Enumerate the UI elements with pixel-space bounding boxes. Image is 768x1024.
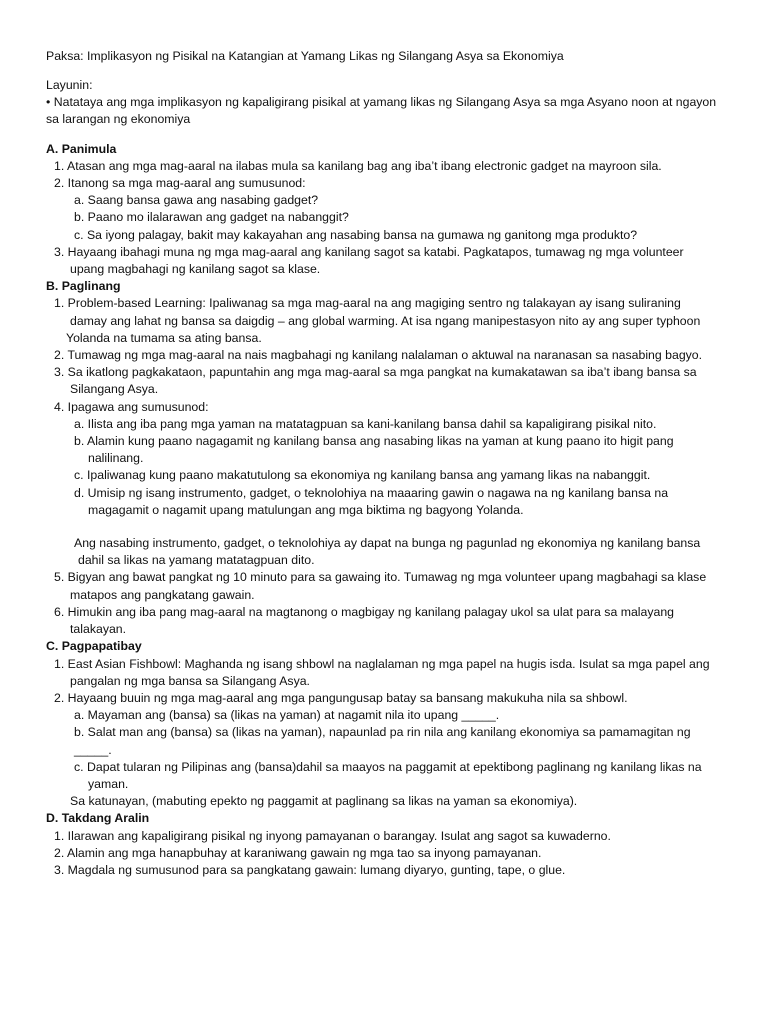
section-c-item-2: 2. Hayaang buuin ng mga mag-aaral ang mga pangungusap batay sa bansang makukuha nila sa shbowl. <box>54 690 628 705</box>
section-c-item-2c: c. Dapat tularan ng Pilipinas ang (bansa)dahil sa maayos na paggamit at epektibong paglinang ng kanilang likas na <box>74 759 702 774</box>
section-b-item-6: 6. Himukin ang iba pang mag-aaral na magtanong o magbigay ng kanilang palagay ukol sa ulat para sa malayang <box>54 604 675 619</box>
section-d-item-2: 2. Alamin ang mga hanapbuhay at karaniwang gawain ng mga tao sa inyong pamayanan. <box>54 845 542 860</box>
section-b-note-cont: dahil sa likas na yamang matatagpuan dito. <box>78 553 315 568</box>
section-b-item-4: 4. Ipagawa ang sumusunod: <box>54 399 209 414</box>
section-c-item-1-cont: pangalan ng mga bansa sa Silangang Asya. <box>70 673 310 688</box>
section-c-item-2c-cont: yaman. <box>88 776 129 791</box>
section-b-item-4d: d. Umisip ng isang instrumento, gadget, o teknolohiya na maaaring gawin o nagawa na ng kanilang bansa na <box>74 485 669 500</box>
objective-bullet-cont: sa larangan ng ekonomiya <box>46 112 191 127</box>
objective-label: Layunin: <box>46 78 93 92</box>
section-b-item-6-cont: talakayan. <box>70 622 127 637</box>
section-b-item-4d-cont: magagamit o nagamit upang matulungan ang mga biktima ng bagyong Yolanda. <box>88 502 524 517</box>
section-c-heading: C. Pagpapatibay <box>46 639 142 654</box>
objective-bullet: • Natataya ang mga implikasyon ng kapaligirang pisikal at yamang likas ng Silangang Asya sa mga Asyano noon at ngayon <box>46 95 717 110</box>
section-b-item-4c: c. Ipaliwanag kung paano makatutulong sa ekonomiya ng kanilang bansa ang yamang likas na nabanggit. <box>74 468 651 483</box>
section-b-item-4a: a. Ilista ang iba pang mga yaman na matatagpuan sa kani-kanilang bansa dahil sa kapaligirang pisikal nito. <box>74 416 657 431</box>
section-a-item-2c: c. Sa iyong palagay, bakit may kakayahan ang nasabing bansa na gumawa ng ganitong mga produkto? <box>74 227 638 242</box>
section-a-item-3: 3. Hayaang ibahagi muna ng mga mag-aaral ang kanilang sagot sa katabi. Pagkatapos, tumawag ng mga volunteer <box>54 244 684 259</box>
section-c-item-1: 1. East Asian Fishbowl: Maghanda ng isang shbowl na naglalaman ng mga papel na hugis isda. Isulat sa mga papel ang <box>54 656 710 671</box>
section-b-item-4b: b. Alamin kung paano nagagamit ng kanilang bansa ang nasabing likas na yaman at kung paano ito higit pang <box>74 434 674 449</box>
section-b-item-4b-cont: nalilinang. <box>88 451 144 466</box>
section-a-item-3-cont: upang magbahagi ng kanilang sagot sa klase. <box>70 262 321 277</box>
section-c-item-2a: a. Mayaman ang (bansa) sa (likas na yaman) at nagamit nila ito upang _____. <box>74 708 500 723</box>
section-b-item-5-cont: matapos ang pangkatang gawain. <box>70 587 255 602</box>
section-b-item-1-cont: damay ang lahat ng bansa sa daigdig – ang global warming. At isa ngang manipestasyon nito ay ang super typhoon <box>70 313 701 328</box>
section-b-item-2: 2. Tumawag ng mga mag-aaral na nais magbahagi ng kanilang nalalaman o aktuwal na naranasan sa nasabing bagyo. <box>54 348 703 363</box>
section-b-item-3: 3. Sa ikatlong pagkakataon, papuntahin ang mga mag-aaral sa mga pangkat na kumakatawan sa iba’t ibang bansa sa <box>54 365 697 380</box>
section-b-item-5: 5. Bigyan ang bawat pangkat ng 10 minuto para sa gawaing ito. Tumawag ng mga volunteer upang magbahagi sa klase <box>54 570 707 585</box>
section-b-item-3-cont: Silangang Asya. <box>70 382 159 397</box>
section-d-item-1: 1. Ilarawan ang kapaligirang pisikal ng inyong pamayanan o barangay. Isulat ang sagot sa kuwaderno. <box>54 828 611 843</box>
section-a-item-1: 1. Atasan ang mga mag-aaral na ilabas mula sa kanilang bag ang iba’t ibang electronic gadget na mayroon sila. <box>54 158 662 173</box>
section-a-heading: A. Panimula <box>46 141 117 156</box>
section-a-item-2b: b. Paano mo ilalarawan ang gadget na nabanggit? <box>74 210 349 225</box>
section-d-heading: D. Takdang Aralin <box>46 811 150 826</box>
section-b-item-1: 1. Problem-based Learning: Ipaliwanag sa mga mag-aaral na ang magiging sentro ng talakayan ay isang suliraning <box>54 296 681 311</box>
lesson-document <box>46 47 736 879</box>
section-b-note: Ang nasabing instrumento, gadget, o teknolohiya ay dapat na bunga ng pagunlad ng ekonomiya ng kanilang bansa <box>74 536 701 551</box>
section-a-item-2a: a. Saang bansa gawa ang nasabing gadget? <box>74 193 319 208</box>
section-c-item-2b: b. Salat man ang (bansa) sa (likas na yaman), napaunlad pa rin nila ang kanilang ekonomiya sa pamamagitan ng <box>74 725 691 740</box>
lesson-title: Paksa: Implikasyon ng Pisikal na Katangian at Yamang Likas ng Silangang Asya sa Ekonomiya <box>46 49 564 63</box>
section-d-item-3: 3. Magdala ng sumusunod para sa pangkatang gawain: lumang diyaryo, gunting, tape, o glue. <box>54 862 566 877</box>
section-a-item-2: 2. Itanong sa mga mag-aaral ang sumusunod: <box>54 176 306 191</box>
section-c-item-2b-cont: _____. <box>74 742 112 757</box>
section-b-item-1-cont: Yolanda na tumama sa ating bansa. <box>66 330 262 345</box>
section-c-note: Sa katunayan, (mabuting epekto ng paggamit at paglinang sa likas na yaman sa ekonomiya). <box>70 794 578 809</box>
section-b-heading: B. Paglinang <box>46 279 121 294</box>
